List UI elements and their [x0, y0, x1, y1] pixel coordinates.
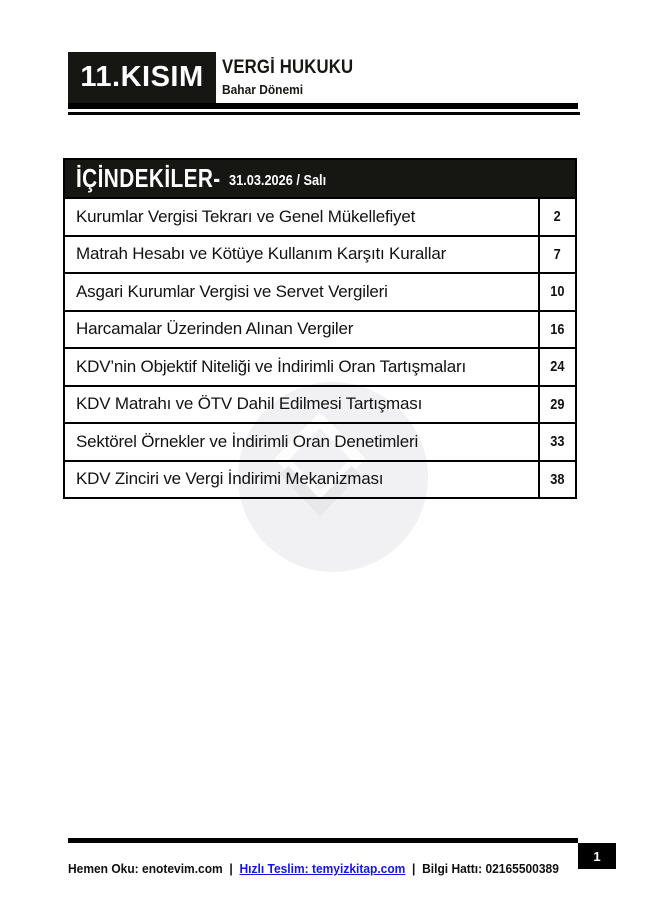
- table-row: [65, 385, 575, 423]
- page-number-value: 29: [550, 395, 565, 413]
- table-row: [65, 197, 575, 235]
- toc-entry-page: [538, 274, 575, 310]
- page-number-value: 2: [553, 208, 562, 226]
- toc-entry-title: Matrah Hesabı ve Kötüye Kullanım Karşıtı Kurallar: [76, 244, 447, 264]
- course-term: Bahar Dönemi: [222, 82, 304, 97]
- toc-entry-title: KDV Matrahı ve ÖTV Dahil Edilmesi Tartışması: [76, 394, 423, 414]
- footer-info-label: Bilgi Hattı: 02165500389: [422, 862, 559, 876]
- toc-entry-page: [538, 199, 575, 235]
- footer-delivery-link[interactable]: Hızlı Teslim: temyizkitap.com: [239, 862, 406, 876]
- toc-entry-title: KDV’nin Objektif Niteliği ve İndirimli Oran Tartışmaları: [76, 356, 467, 376]
- footer-contact-line: [68, 862, 559, 876]
- page-number-value: 7: [553, 245, 562, 263]
- table-row: [65, 347, 575, 385]
- toc-entry-title: KDV Zinciri ve Vergi İndirimi Mekanizması: [76, 469, 384, 489]
- header-rule-thick: [68, 103, 578, 109]
- toc-entry-page: [538, 462, 575, 498]
- page-number-value: 33: [550, 433, 565, 451]
- toc-entry-page: [538, 312, 575, 348]
- footer-rule: [68, 838, 578, 843]
- page-number-value: 38: [550, 470, 565, 488]
- table-row: [65, 422, 575, 460]
- toc-entry-title: Harcamalar Üzerinden Alınan Vergiler: [76, 319, 354, 339]
- page-number-value: 16: [550, 320, 565, 338]
- toc-entry-page: [538, 424, 575, 460]
- toc-date: 31.03.2026 / Salı: [228, 171, 326, 189]
- page-number-label: 1: [593, 848, 601, 864]
- page-number-value: 24: [550, 358, 565, 376]
- table-row: [65, 272, 575, 310]
- section-number-label: 11.KISIM: [80, 61, 204, 93]
- page-number-badge: [578, 843, 616, 869]
- footer-separator: |: [412, 862, 416, 876]
- toc-entry-page: [538, 387, 575, 423]
- course-header: [222, 58, 371, 97]
- footer-read-label: Hemen Oku: enotevim.com: [68, 862, 223, 876]
- toc-table: [63, 158, 577, 499]
- course-title: VERGİ HUKUKU: [222, 57, 354, 78]
- toc-entry-title: Kurumlar Vergisi Tekrarı ve Genel Mükellefiyet: [76, 206, 416, 226]
- toc-entry-title: Asgari Kurumlar Vergisi ve Servet Vergileri: [76, 281, 388, 301]
- section-number-box: [68, 52, 216, 103]
- header-rule-thin: [68, 112, 580, 115]
- toc-entry-page: [538, 237, 575, 273]
- table-row: [65, 460, 575, 498]
- page-number-value: 10: [550, 283, 565, 301]
- table-row: [65, 235, 575, 273]
- toc-entry-title: Sektörel Örnekler ve İndirimli Oran Denetimleri: [76, 431, 419, 451]
- footer-separator: |: [229, 862, 233, 876]
- table-row: [65, 310, 575, 348]
- toc-entry-page: [538, 349, 575, 385]
- toc-title: İÇİNDEKİLER-: [76, 163, 221, 193]
- toc-header: [65, 160, 575, 197]
